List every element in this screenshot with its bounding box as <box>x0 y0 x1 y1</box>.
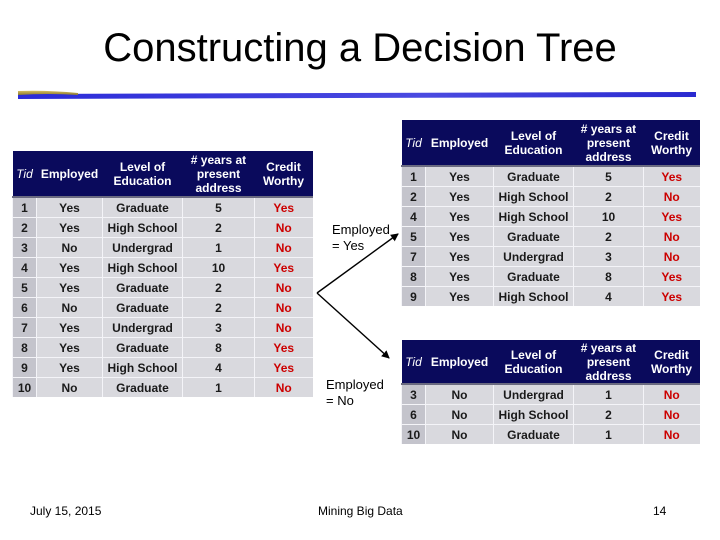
header-level-of-education: Level of Education <box>494 340 574 384</box>
cell-employed: No <box>37 298 103 318</box>
header-credit-worthy: Credit Worthy <box>644 120 700 166</box>
cell-employed: Yes <box>37 258 103 278</box>
cell-level: Graduate <box>103 378 183 398</box>
header-years-at-address: # years at present address <box>574 340 644 384</box>
cell-years: 4 <box>183 358 255 378</box>
header-tid: Tid <box>402 120 426 166</box>
cell-tid: 4 <box>13 258 37 278</box>
cell-tid: 6 <box>13 298 37 318</box>
cell-credit: No <box>644 405 700 425</box>
header-years-at-address: # years at present address <box>574 120 644 166</box>
cell-tid: 2 <box>13 218 37 238</box>
cell-level: High School <box>494 207 574 227</box>
footer-title: Mining Big Data <box>318 504 403 518</box>
cell-credit: Yes <box>255 338 313 358</box>
cell-level: Undergrad <box>494 247 574 267</box>
cell-tid: 5 <box>402 227 426 247</box>
cell-level: Graduate <box>494 227 574 247</box>
cell-credit: Yes <box>644 287 700 307</box>
cell-years: 4 <box>574 287 644 307</box>
cell-credit: Yes <box>255 197 313 218</box>
cell-credit: No <box>255 218 313 238</box>
cell-credit: No <box>255 238 313 258</box>
cell-level: High School <box>494 187 574 207</box>
cell-years: 2 <box>183 278 255 298</box>
cell-level: Graduate <box>103 338 183 358</box>
cell-years: 3 <box>574 247 644 267</box>
cell-credit: No <box>255 378 313 398</box>
cell-years: 3 <box>183 318 255 338</box>
cell-credit: No <box>644 247 700 267</box>
footer-date: July 15, 2015 <box>30 504 102 518</box>
cell-employed: Yes <box>37 318 103 338</box>
cell-employed: No <box>37 378 103 398</box>
cell-level: High School <box>103 218 183 238</box>
cell-tid: 8 <box>402 267 426 287</box>
cell-employed: Yes <box>37 358 103 378</box>
cell-tid: 7 <box>402 247 426 267</box>
cell-credit: No <box>644 425 700 445</box>
cell-tid: 10 <box>402 425 426 445</box>
cell-tid: 2 <box>402 187 426 207</box>
cell-tid: 5 <box>13 278 37 298</box>
cell-employed: No <box>426 425 494 445</box>
cell-credit: Yes <box>255 258 313 278</box>
cell-level: High School <box>494 287 574 307</box>
cell-level: Undergrad <box>494 384 574 405</box>
cell-employed: Yes <box>426 187 494 207</box>
cell-employed: Yes <box>37 278 103 298</box>
cell-years: 5 <box>574 166 644 187</box>
cell-level: Graduate <box>103 278 183 298</box>
cell-employed: No <box>426 384 494 405</box>
cell-tid: 6 <box>402 405 426 425</box>
cell-employed: Yes <box>426 166 494 187</box>
header-employed: Employed <box>37 151 103 197</box>
cell-tid: 8 <box>13 338 37 358</box>
cell-level: High School <box>103 258 183 278</box>
cell-years: 2 <box>574 187 644 207</box>
cell-tid: 9 <box>402 287 426 307</box>
cell-credit: Yes <box>255 358 313 378</box>
cell-employed: Yes <box>37 338 103 358</box>
cell-level: Graduate <box>103 298 183 318</box>
cell-employed: No <box>426 405 494 425</box>
header-tid: Tid <box>13 151 37 197</box>
cell-level: Graduate <box>494 166 574 187</box>
cell-years: 2 <box>574 405 644 425</box>
cell-employed: No <box>37 238 103 258</box>
cell-credit: No <box>255 278 313 298</box>
cell-employed: Yes <box>37 218 103 238</box>
cell-employed: Yes <box>426 287 494 307</box>
cell-years: 1 <box>183 238 255 258</box>
cell-employed: Yes <box>37 197 103 218</box>
cell-tid: 10 <box>13 378 37 398</box>
cell-level: Graduate <box>103 197 183 218</box>
cell-level: Graduate <box>494 267 574 287</box>
cell-tid: 9 <box>13 358 37 378</box>
cell-employed: Yes <box>426 207 494 227</box>
cell-credit: No <box>644 384 700 405</box>
cell-credit: Yes <box>644 207 700 227</box>
cell-credit: No <box>644 187 700 207</box>
header-level-of-education: Level of Education <box>103 151 183 197</box>
cell-credit: Yes <box>644 267 700 287</box>
cell-credit: No <box>255 318 313 338</box>
cell-years: 1 <box>183 378 255 398</box>
cell-years: 1 <box>574 384 644 405</box>
cell-tid: 1 <box>402 166 426 187</box>
cell-credit: Yes <box>644 166 700 187</box>
cell-employed: Yes <box>426 267 494 287</box>
header-employed: Employed <box>426 340 494 384</box>
cell-credit: No <box>644 227 700 247</box>
header-tid: Tid <box>402 340 426 384</box>
cell-years: 5 <box>183 197 255 218</box>
header-level-of-education: Level of Education <box>494 120 574 166</box>
branch-label-no: Employed = No <box>326 377 384 408</box>
header-credit-worthy: Credit Worthy <box>255 151 313 197</box>
cell-years: 10 <box>574 207 644 227</box>
cell-tid: 7 <box>13 318 37 338</box>
cell-years: 8 <box>183 338 255 358</box>
cell-level: High School <box>494 405 574 425</box>
cell-tid: 3 <box>402 384 426 405</box>
cell-years: 1 <box>574 425 644 445</box>
cell-credit: No <box>255 298 313 318</box>
page-number: 14 <box>653 504 667 518</box>
branch-label-yes: Employed = Yes <box>332 222 390 253</box>
header-years-at-address: # years at present address <box>183 151 255 197</box>
cell-tid: 4 <box>402 207 426 227</box>
cell-years: 2 <box>183 298 255 318</box>
cell-employed: Yes <box>426 227 494 247</box>
no-branch-arrow <box>317 293 389 358</box>
header-credit-worthy: Credit Worthy <box>644 340 700 384</box>
cell-years: 2 <box>183 218 255 238</box>
cell-years: 8 <box>574 267 644 287</box>
cell-tid: 3 <box>13 238 37 258</box>
cell-level: Undergrad <box>103 318 183 338</box>
cell-tid: 1 <box>13 197 37 218</box>
cell-years: 2 <box>574 227 644 247</box>
cell-level: High School <box>103 358 183 378</box>
slide-title: Constructing a Decision Tree <box>103 26 617 70</box>
cell-level: Graduate <box>494 425 574 445</box>
header-employed: Employed <box>426 120 494 166</box>
cell-years: 10 <box>183 258 255 278</box>
cell-level: Undergrad <box>103 238 183 258</box>
cell-employed: Yes <box>426 247 494 267</box>
